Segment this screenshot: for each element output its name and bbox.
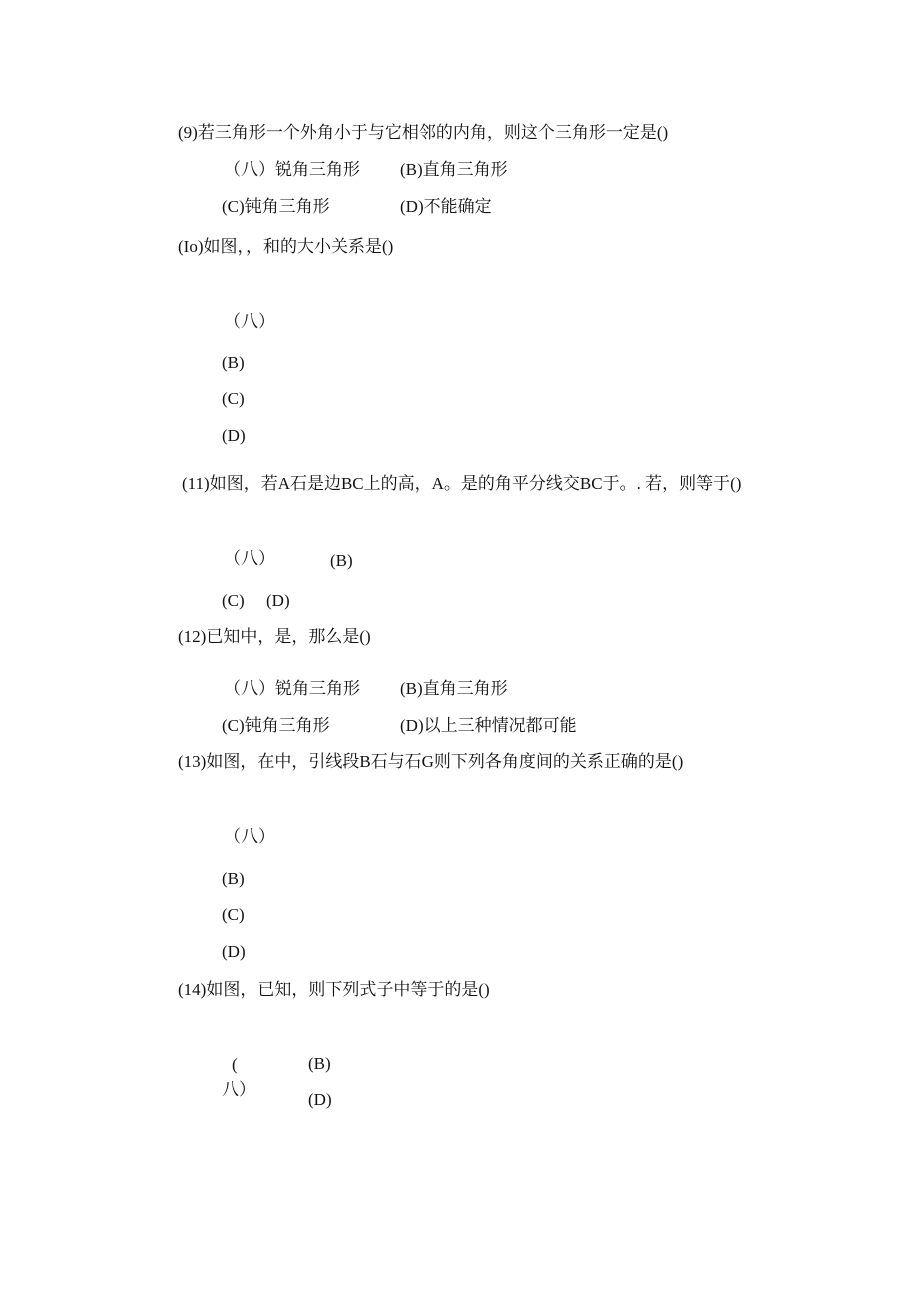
q10-option-b: (B) xyxy=(222,353,245,372)
q14-option-b: (B) xyxy=(308,1054,331,1073)
q13-stem: (13)如图，在中，引线段B石与石G则下列各角度间的关系正确的是() xyxy=(178,752,684,771)
q12-option-b: (B)直角三角形 xyxy=(400,679,508,698)
q11-stem: (11)如图，若A石是边BC上的高，A。是的角平分线交BC于。. 若，则等于() xyxy=(182,474,742,493)
q12-option-d: (D)以上三种情况都可能 xyxy=(400,716,577,735)
q9-option-a: （八）锐角三角形 xyxy=(224,160,360,179)
q14-option-d: (D) xyxy=(308,1090,332,1109)
q14-stem: (14)如图，已知，则下列式子中等于的是() xyxy=(178,980,490,999)
q14-option-a-open: ( xyxy=(232,1055,238,1074)
q11-option-d: (D) xyxy=(266,591,290,610)
q10-stem: (Io)如图，，和的大小关系是() xyxy=(178,237,394,256)
q11-option-c: (C) xyxy=(222,591,245,610)
q12-stem: (12)已知中，是，那么是() xyxy=(178,627,371,646)
q11-option-b: (B) xyxy=(330,551,353,570)
q13-option-b: (B) xyxy=(222,869,245,888)
q12-option-a: （八）锐角三角形 xyxy=(224,679,360,698)
q14-option-a: 八） xyxy=(222,1080,256,1099)
q13-option-a: （八） xyxy=(224,827,275,846)
q10-option-a: （八） xyxy=(224,312,275,331)
q12-option-c: (C)钝角三角形 xyxy=(222,716,330,735)
q10-option-c: (C) xyxy=(222,389,245,408)
q9-option-b: (B)直角三角形 xyxy=(400,160,508,179)
q11-option-a: （八） xyxy=(224,549,275,568)
q13-option-d: (D) xyxy=(222,942,246,961)
q13-option-c: (C) xyxy=(222,905,245,924)
q9-stem: (9)若三角形一个外角小于与它相邻的内角，则这个三角形一定是() xyxy=(178,123,669,142)
q10-option-d: (D) xyxy=(222,426,246,445)
q9-option-c: (C)钝角三角形 xyxy=(222,197,330,216)
q9-option-d: (D)不能确定 xyxy=(400,197,492,216)
